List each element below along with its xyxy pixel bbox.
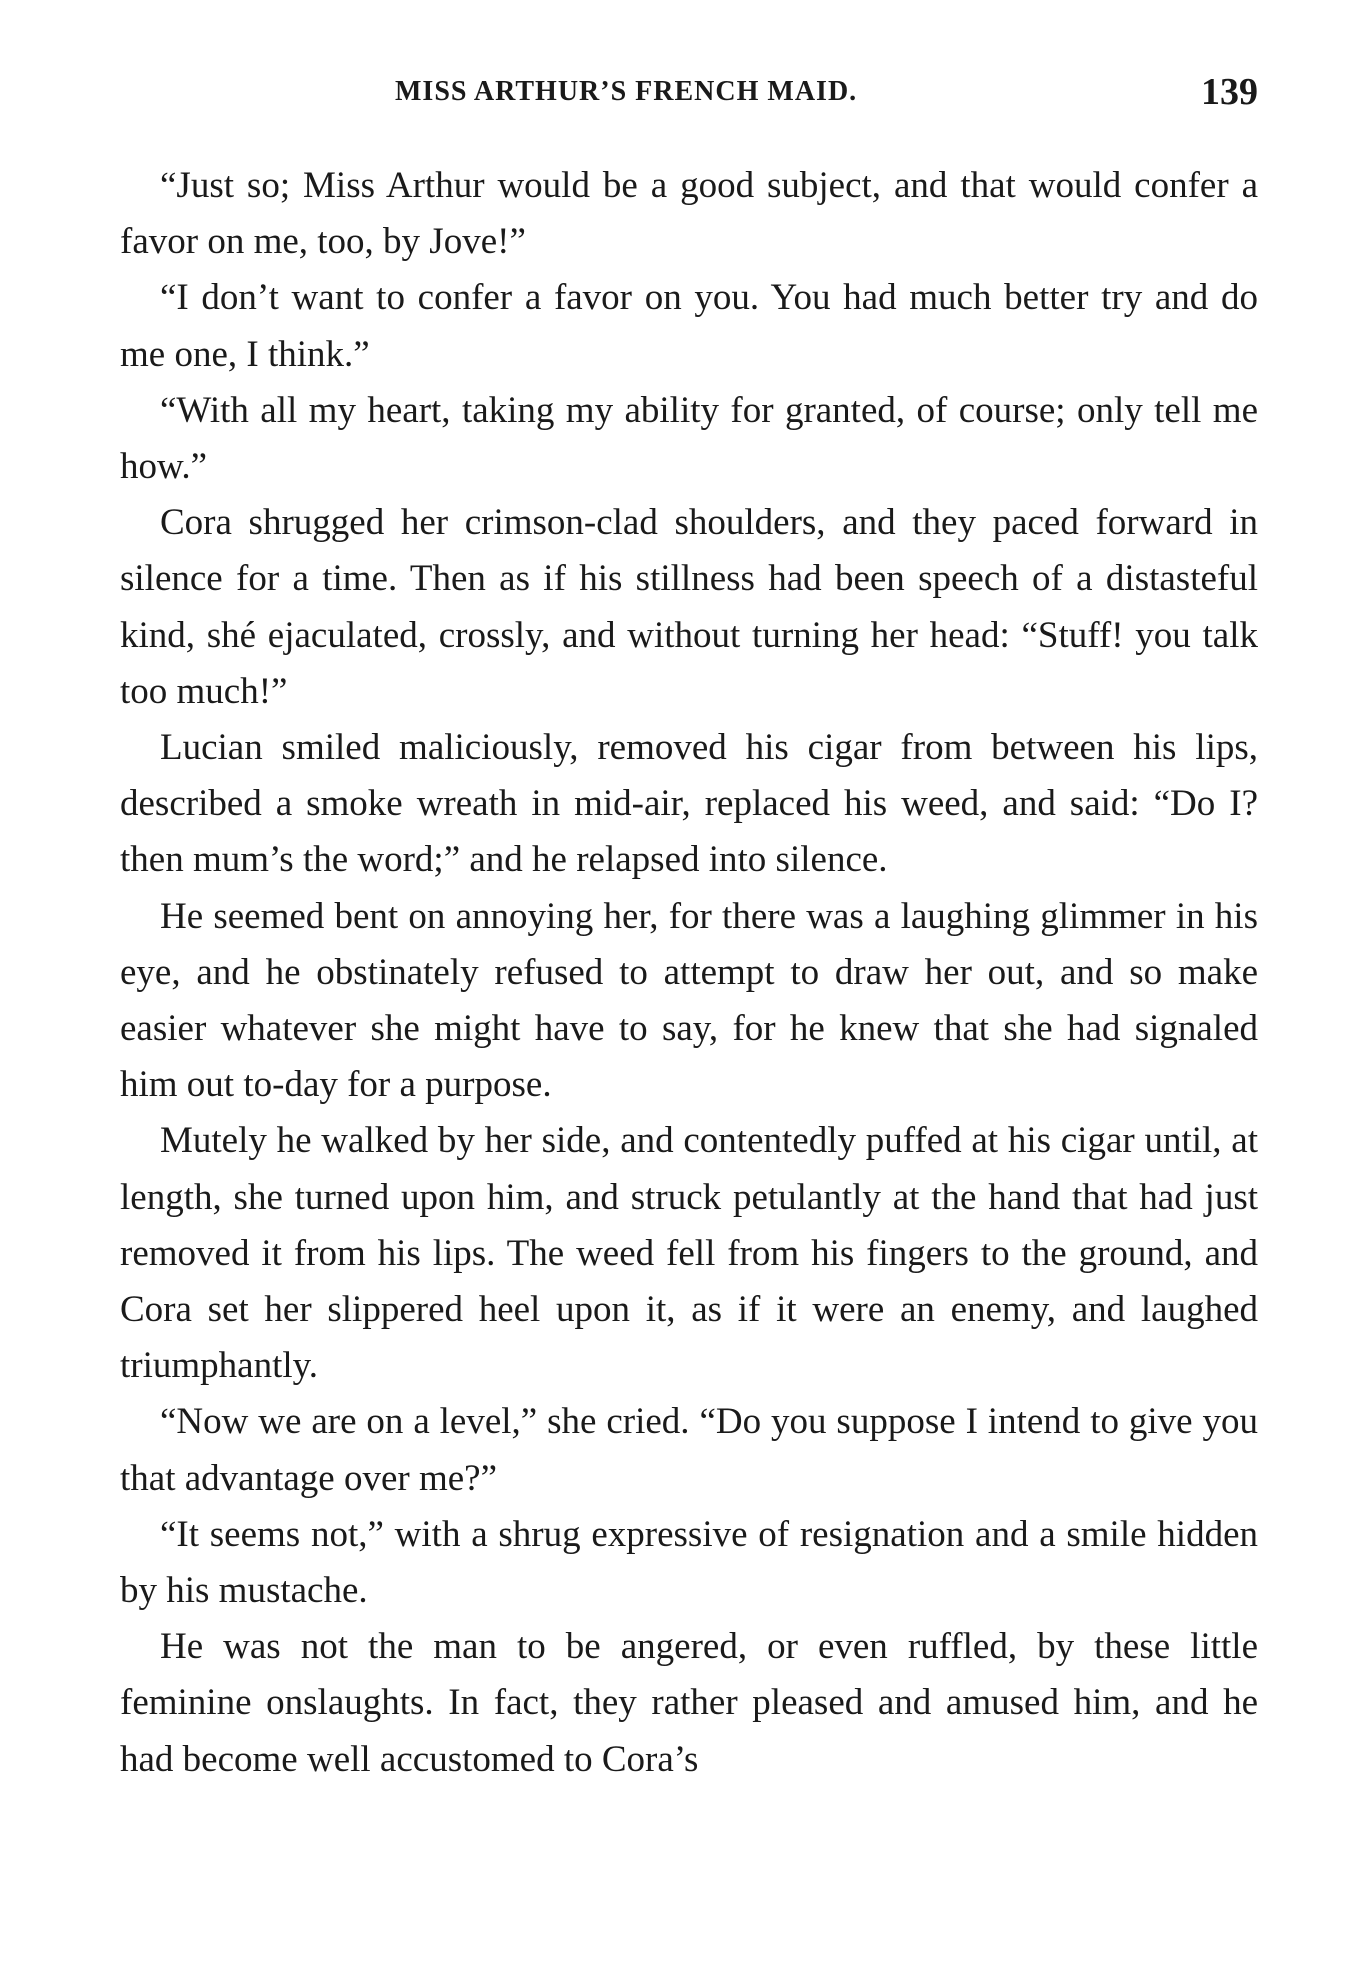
paragraph-7: Mutely he walked by her side, and contentedly puffed at his cigar until, at length, she turned upon him, and struck petulantly at the hand that had just removed it from his lips. The weed fell from his fingers to the ground, and Cora set her slippered heel upon it, as if it were an enemy, and laughed triumphantly. [120, 1120, 1258, 1387]
running-head [120, 70, 1258, 120]
running-head-title: MISS ARTHUR’S FRENCH MAID. [395, 76, 858, 107]
paragraph-1: “Just so; Miss Arthur would be a good subject, and that would confer a favor on me, too, by Jove!” [120, 165, 1258, 263]
paragraph-8: “Now we are on a level,” she cried. “Do you suppose I intend to give you that advantage over me?” [120, 1401, 1258, 1499]
body-text [120, 158, 1258, 1788]
page-number: 139 [1201, 71, 1258, 113]
paragraph-9: “It seems not,” with a shrug expressive of resignation and a smile hidden by his mustache. [120, 1513, 1258, 1612]
paragraph-2: “I don’t want to confer a favor on you. You had much better try and do me one, I think.” [120, 277, 1258, 375]
paragraph-10: He was not the man to be angered, or even ruffled, by these little feminine onslaughts. In fact, they rather pleased and amused him, and he had become well accustomed to Cora’s [120, 1626, 1258, 1780]
paragraph-6: He seemed bent on annoying her, for there was a laughing glimmer in his eye, and he obstinately refused to attempt to draw her out, and so make easier whatever she might have to say, for he knew that she had signaled him out to-day for a purpose. [120, 895, 1258, 1106]
paragraph-5: Lucian smiled maliciously, removed his cigar from between his lips, described a smoke wreath in mid-air, replaced his weed, and said: “Do I? then mum’s the word;” and he relapsed into silence. [120, 727, 1258, 881]
paragraph-4: Cora shrugged her crimson-clad shoulders, and they paced forward in silence for a time. Then as if his stillness had been speech of a distasteful kind, shé ejaculated, crossly, and without turning her head: “Stuff! you talk too much!” [120, 502, 1258, 712]
paragraph-3: “With all my heart, taking my ability for granted, of course; only tell me how.” [120, 389, 1258, 488]
